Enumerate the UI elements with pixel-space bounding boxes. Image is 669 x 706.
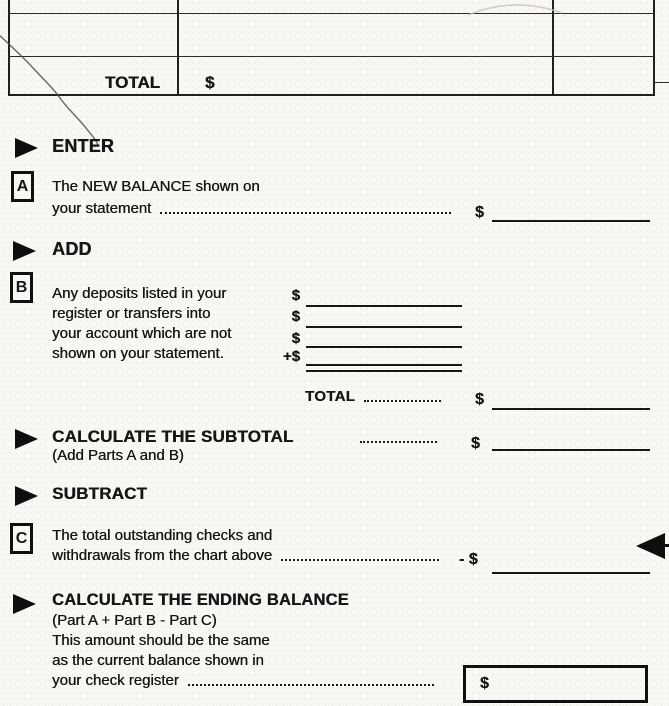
subtotal-note: (Add Parts A and B) xyxy=(52,447,184,464)
part-a-currency: $ xyxy=(475,204,484,221)
subtotal-arrow-icon xyxy=(15,429,38,449)
subtotal-dotted-leader xyxy=(360,430,437,443)
pen-mark-artifact xyxy=(0,0,669,200)
part-b-total-label: TOTAL xyxy=(305,388,356,405)
part-a-dotted-leader xyxy=(160,212,451,214)
part-c-line2: withdrawals from the chart above xyxy=(52,547,273,564)
part-b-entry-prefix-1: $ xyxy=(291,287,300,304)
part-a-line2-row xyxy=(52,200,457,217)
part-b-entry-line-3 xyxy=(306,346,462,348)
enter-arrow-icon xyxy=(15,138,38,158)
part-b-desc-2: register or transfers into xyxy=(52,305,211,322)
part-b-total-currency: $ xyxy=(475,391,484,408)
part-b-total-amount-line xyxy=(492,408,650,410)
part-b-total-row xyxy=(305,388,447,405)
part-a-line1: The NEW BALANCE shown on xyxy=(52,178,260,195)
part-b-desc-3: your account which are not xyxy=(52,325,232,342)
part-b-desc-1: Any deposits listed in your xyxy=(52,285,227,302)
ending-balance-currency: $ xyxy=(480,675,489,692)
part-b-entry-line-1 xyxy=(306,305,462,307)
ending-balance-line2: This amount should be the same xyxy=(52,632,270,649)
ending-balance-line4-row xyxy=(52,672,440,689)
add-header: ADD xyxy=(52,239,92,259)
ending-balance-note: (Part A + Part B - Part C) xyxy=(52,612,217,629)
table-total-label: TOTAL xyxy=(104,73,160,92)
part-a-badge: A xyxy=(11,171,34,202)
ending-balance-line3: as the current balance shown in xyxy=(52,652,264,669)
part-b-sum-double-rule xyxy=(306,364,462,372)
subtotal-currency: $ xyxy=(471,435,480,452)
subtract-header: SUBTRACT xyxy=(52,484,148,503)
ending-balance-arrow-icon xyxy=(13,594,36,614)
part-b-badge: B xyxy=(10,272,33,303)
add-arrow-icon xyxy=(13,241,36,261)
part-c-badge: C xyxy=(10,523,33,554)
part-b-entry-prefix-4: +$ xyxy=(282,348,300,365)
part-b-entry-prefix-3: $ xyxy=(291,330,300,347)
ending-balance-amount-box xyxy=(463,665,648,703)
part-c-amount-line xyxy=(492,572,650,574)
part-b-total-dotted-leader xyxy=(364,400,441,402)
part-a-amount-line xyxy=(492,220,650,222)
ending-balance-line4: your check register xyxy=(52,672,179,689)
subtotal-amount-line xyxy=(492,449,650,451)
enter-header: ENTER xyxy=(52,136,115,156)
part-c-currency: - $ xyxy=(459,551,478,568)
part-b-entry-prefix-2: $ xyxy=(291,308,300,325)
subtotal-header: CALCULATE THE SUBTOTAL xyxy=(52,427,294,446)
table-total-currency: $ xyxy=(205,73,215,92)
ending-balance-header: CALCULATE THE ENDING BALANCE xyxy=(52,591,349,609)
part-c-line1: The total outstanding checks and xyxy=(52,527,273,544)
part-a-line2: your statement xyxy=(52,200,152,217)
ending-balance-dotted-leader xyxy=(188,684,434,686)
margin-pointer-tail xyxy=(661,544,669,547)
part-b-entry-line-2 xyxy=(306,326,462,328)
subtract-arrow-icon xyxy=(15,486,38,506)
part-b-desc-4: shown on your statement. xyxy=(52,345,224,362)
part-c-line2-row xyxy=(52,547,445,564)
part-c-dotted-leader xyxy=(281,559,439,561)
